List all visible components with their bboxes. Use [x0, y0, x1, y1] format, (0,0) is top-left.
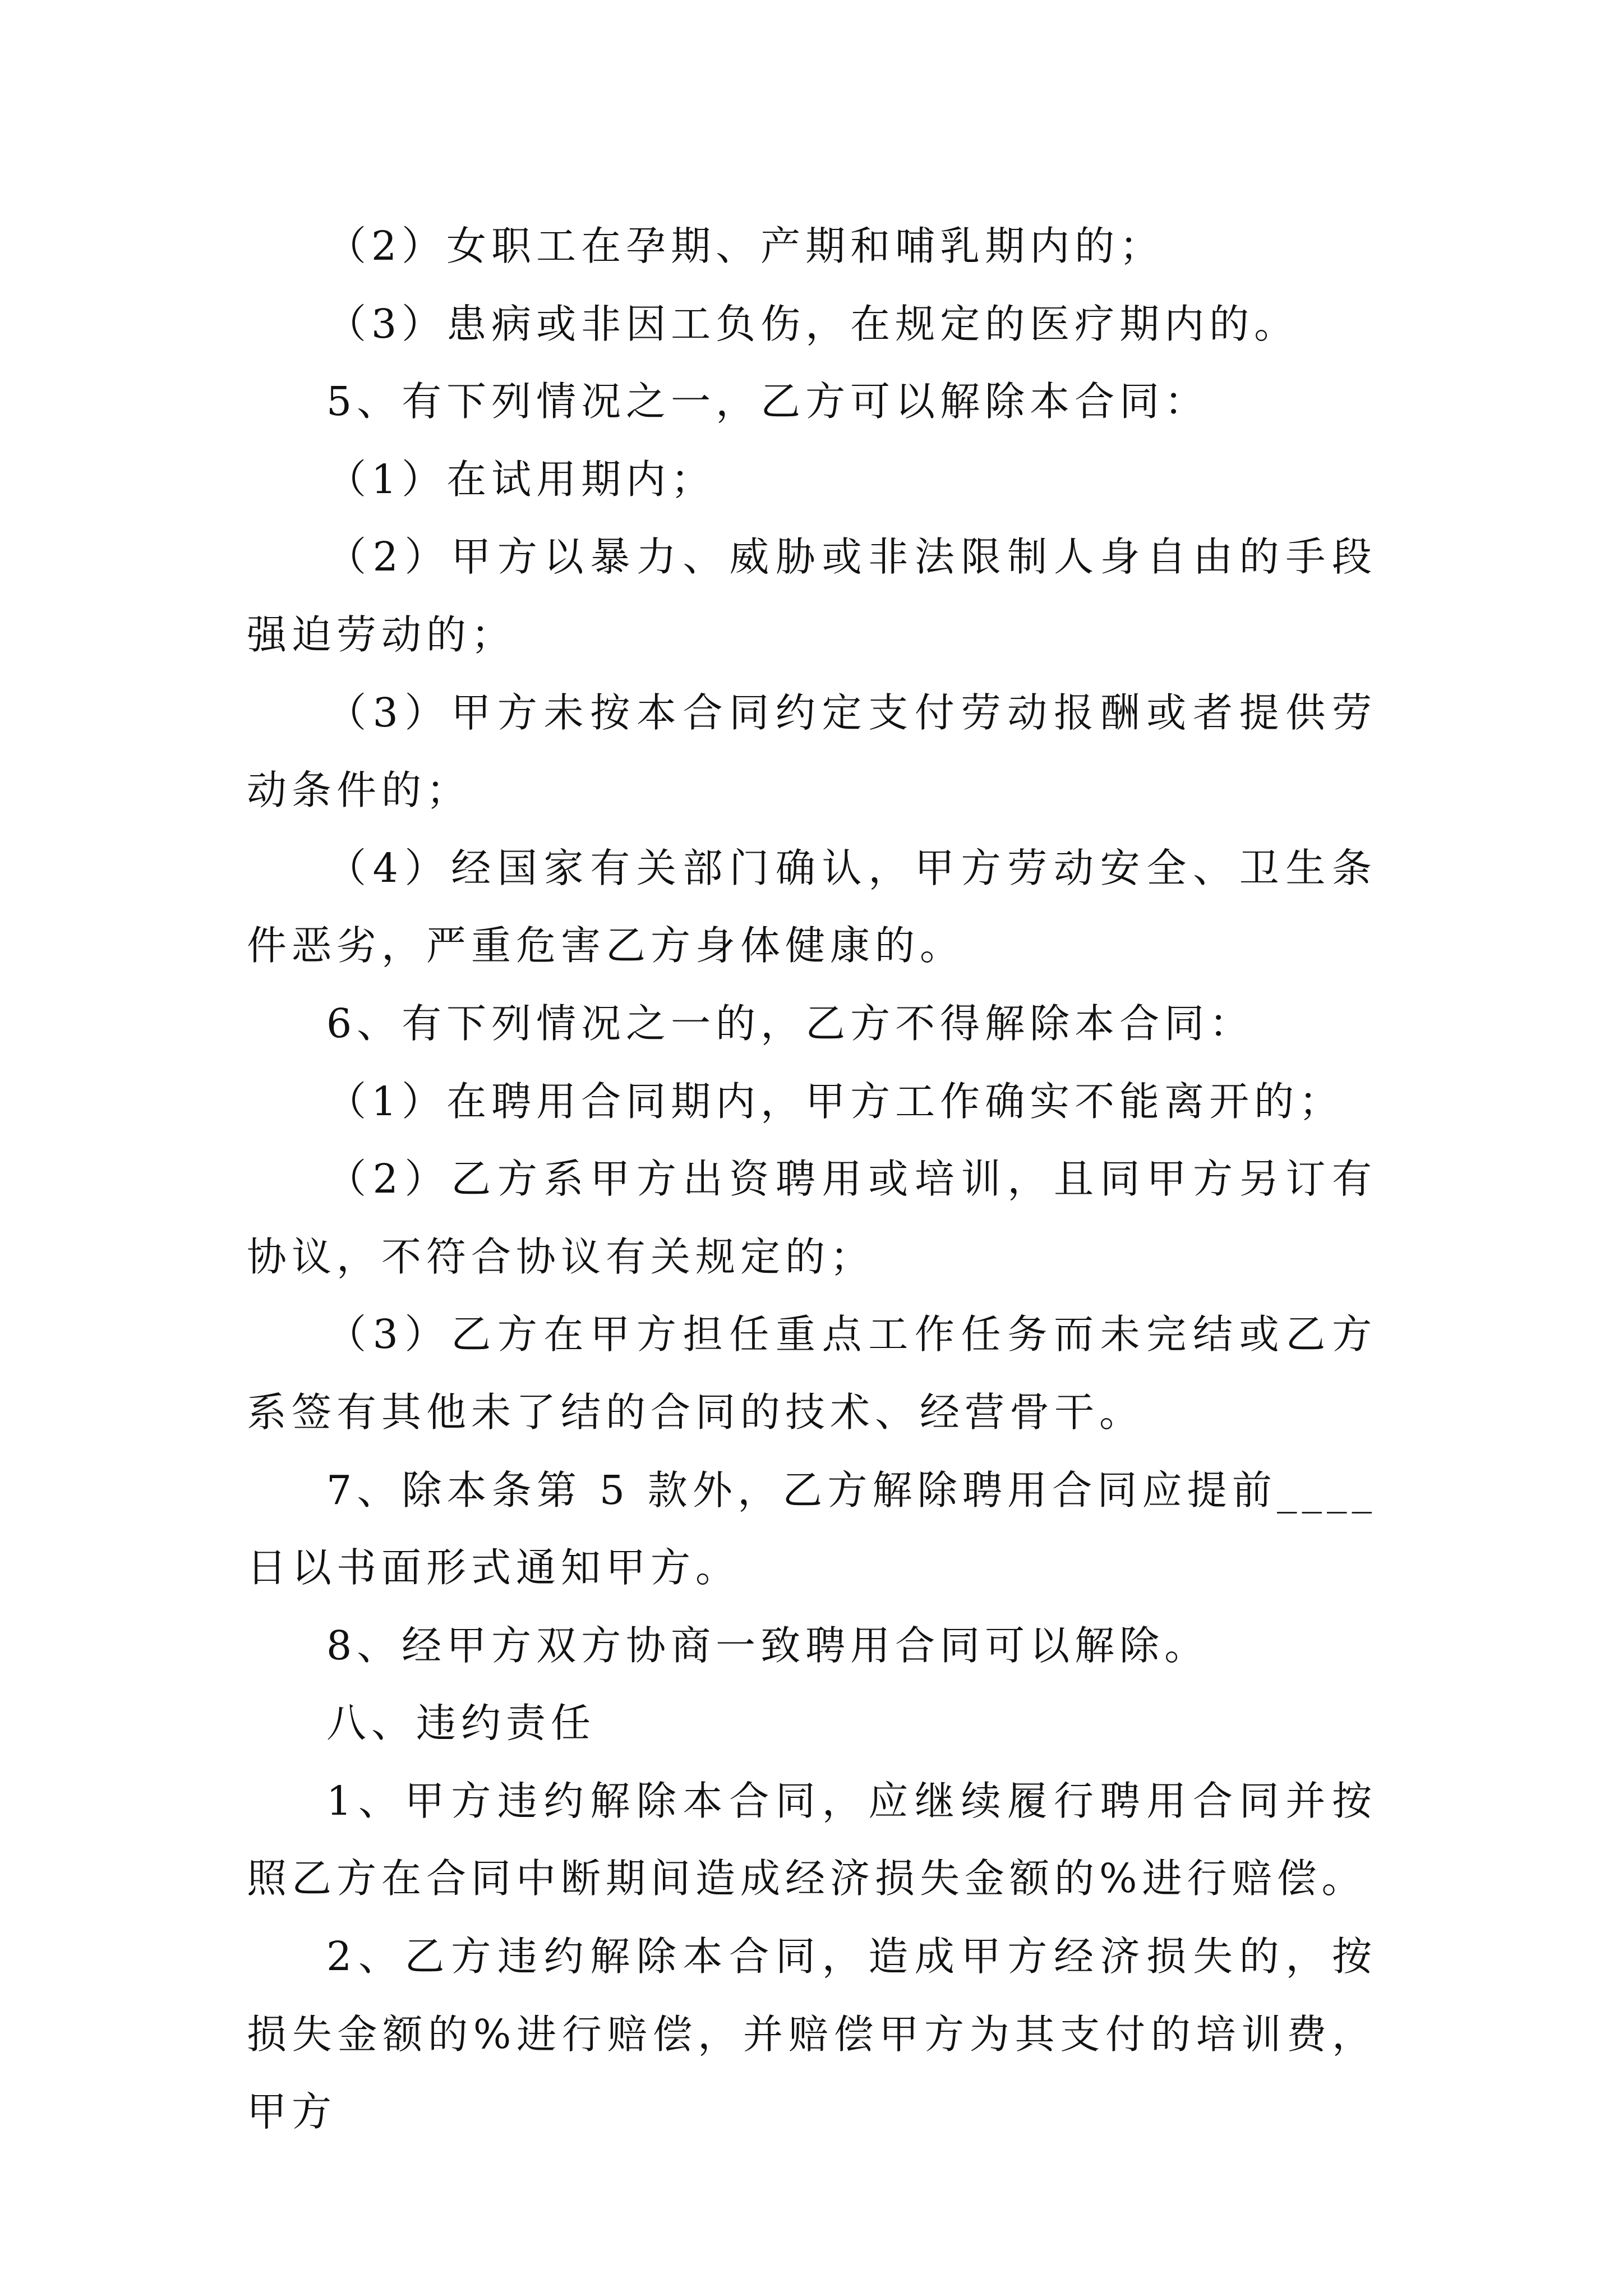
paragraph-clause-5-2: （2）甲方以暴力、威胁或非法限制人身自由的手段强迫劳动的； [247, 533, 1377, 658]
paragraph-clause-5-1: （1）在试用期内； [326, 455, 716, 503]
paragraph-clause-6-1: （1）在聘用合同期内，甲方工作确实不能离开的； [326, 1078, 1344, 1125]
paragraph-clause-6-3: （3）乙方在甲方担任重点工作任务而未完结或乙方系签有其他未了结的合同的技术、经营骨干。 [247, 1311, 1377, 1435]
paragraph-clause-7: 7、除本条第 5 款外，乙方解除聘用合同应提前____日以书面形式通知甲方。 [247, 1466, 1377, 1591]
paragraph-breach-1: 1、甲方违约解除本合同，应继续履行聘用合同并按照乙方在合同中断期间造成经济损失金额的%进行赔偿。 [247, 1777, 1377, 1902]
paragraph-clause-4-2: （2）女职工在孕期、产期和哺乳期内的； [326, 223, 1165, 269]
paragraph-clause-5-3: （3）甲方未按本合同约定支付劳动报酬或者提供劳动条件的； [247, 689, 1377, 814]
section-heading-breach-liability: 八、违约责任 [326, 1700, 596, 1747]
paragraph-clause-6-2: （2）乙方系甲方出资聘用或培训，且同甲方另订有协议，不符合协议有关规定的； [247, 1156, 1377, 1280]
paragraph-clause-5: 5、有下列情况之一，乙方可以解除本合同： [326, 378, 1210, 425]
paragraph-clause-4-3: （3）患病或非因工负伤，在规定的医疗期内的。 [326, 300, 1299, 347]
paragraph-clause-6: 6、有下列情况之一的，乙方不得解除本合同： [326, 1000, 1255, 1047]
paragraph-clause-8: 8、经甲方双方协商一致聘用合同可以解除。 [326, 1622, 1210, 1669]
paragraph-clause-5-4: （4）经国家有关部门确认，甲方劳动安全、卫生条件恶劣，严重危害乙方身体健康的。 [247, 844, 1377, 969]
paragraph-breach-2: 2、乙方违约解除本合同，造成甲方经济损失的，按损失金额的%进行赔偿，并赔偿甲方为其支付的培训费，甲方 [247, 1933, 1377, 2136]
document-body [247, 208, 1377, 2151]
